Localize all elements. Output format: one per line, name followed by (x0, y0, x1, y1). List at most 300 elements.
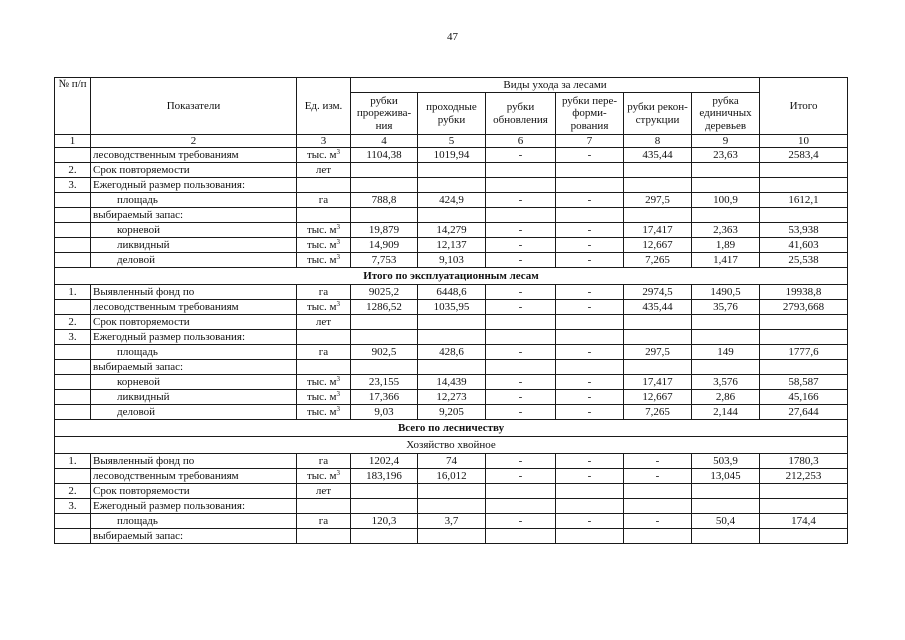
value-cell (556, 360, 624, 375)
value-cell: 2974,5 (624, 285, 692, 300)
table-row (55, 315, 848, 330)
value-cell: 1490,5 (692, 285, 760, 300)
value-cell: 14,909 (351, 238, 418, 253)
unit-superscript: 3 (336, 148, 341, 157)
unit-text: тыс. м (306, 239, 337, 252)
row-indicator: Выявленный фонд по (91, 285, 297, 300)
value-cell (351, 499, 418, 514)
value-cell (692, 315, 760, 330)
value-cell: 100,9 (692, 193, 760, 208)
col-number: 3 (297, 135, 351, 148)
row-number (55, 375, 91, 390)
value-cell: 27,644 (760, 405, 848, 420)
value-cell (418, 315, 486, 330)
unit-text: тыс. м (306, 301, 337, 314)
row-indicator: Выявленный фонд по (91, 454, 297, 469)
table-block-conifer (55, 454, 848, 544)
value-cell (760, 178, 848, 193)
col-number: 6 (486, 135, 556, 148)
value-cell: 14,439 (418, 375, 486, 390)
col-number: 2 (91, 135, 297, 148)
value-cell: - (486, 469, 556, 484)
value-cell (486, 360, 556, 375)
value-cell: - (486, 253, 556, 268)
value-cell: 902,5 (351, 345, 418, 360)
value-cell (692, 499, 760, 514)
row-number: 3. (55, 178, 91, 193)
value-cell (760, 315, 848, 330)
value-cell (556, 163, 624, 178)
row-number: 1. (55, 454, 91, 469)
value-cell: 41,603 (760, 238, 848, 253)
row-unit (297, 469, 351, 484)
value-cell: - (486, 375, 556, 390)
value-cell (556, 315, 624, 330)
row-number: 2. (55, 315, 91, 330)
value-cell: 2,86 (692, 390, 760, 405)
value-cell: 2,363 (692, 223, 760, 238)
table-row (55, 469, 848, 484)
forest-care-table (54, 77, 848, 544)
col-number: 5 (418, 135, 486, 148)
row-indicator: ликвидный (91, 238, 297, 253)
value-cell (351, 330, 418, 345)
row-indicator: Ежегодный размер пользования: (91, 178, 297, 193)
value-cell (418, 208, 486, 223)
row-indicator: выбираемый запас: (91, 360, 297, 375)
row-unit (297, 345, 351, 360)
value-cell: - (556, 375, 624, 390)
row-unit (297, 178, 351, 193)
value-cell (486, 330, 556, 345)
value-cell: - (486, 223, 556, 238)
header-col-passage: проходные рубки (418, 93, 486, 135)
value-cell (624, 208, 692, 223)
row-number: 1. (55, 285, 91, 300)
row-unit (297, 238, 351, 253)
row-indicator: корневой (91, 375, 297, 390)
value-cell: 12,667 (624, 390, 692, 405)
header-col-single-trees: рубка единичных деревьев (692, 93, 760, 135)
table-row (55, 285, 848, 300)
value-cell: 424,9 (418, 193, 486, 208)
value-cell (486, 529, 556, 544)
unit-superscript: 3 (336, 300, 341, 309)
value-cell (692, 360, 760, 375)
unit-text: тыс. м (306, 406, 337, 419)
col-number: 1 (55, 135, 91, 148)
table-row (55, 405, 848, 420)
table-row (55, 178, 848, 193)
value-cell: 297,5 (624, 193, 692, 208)
value-cell (760, 330, 848, 345)
row-number (55, 360, 91, 375)
row-indicator: лесоводственным требованиям (91, 148, 297, 163)
value-cell (418, 499, 486, 514)
value-cell: 50,4 (692, 514, 760, 529)
value-cell: 9,205 (418, 405, 486, 420)
value-cell: - (486, 238, 556, 253)
table-row (55, 193, 848, 208)
row-number (55, 208, 91, 223)
section-total-title: Всего по лесничеству (55, 420, 848, 437)
value-cell (624, 330, 692, 345)
value-cell (624, 484, 692, 499)
header-indicators: Показатели (91, 78, 297, 135)
unit-superscript: 3 (336, 238, 341, 247)
unit-text: лет (315, 164, 332, 177)
value-cell (486, 315, 556, 330)
value-cell (692, 178, 760, 193)
table-row (55, 208, 848, 223)
value-cell: - (486, 345, 556, 360)
value-cell: 297,5 (624, 345, 692, 360)
value-cell: - (556, 390, 624, 405)
row-indicator: Срок повторяемости (91, 484, 297, 499)
value-cell: - (556, 454, 624, 469)
row-number (55, 469, 91, 484)
value-cell: - (624, 514, 692, 529)
value-cell (556, 529, 624, 544)
value-cell: - (556, 300, 624, 315)
header-unit: Ед. изм. (297, 78, 351, 135)
value-cell (418, 484, 486, 499)
row-unit (297, 330, 351, 345)
value-cell: 7,265 (624, 405, 692, 420)
row-indicator: площадь (91, 514, 297, 529)
value-cell (692, 529, 760, 544)
row-unit (297, 253, 351, 268)
unit-text: га (318, 286, 329, 299)
row-number: 3. (55, 330, 91, 345)
value-cell: 6448,6 (418, 285, 486, 300)
value-cell: - (486, 405, 556, 420)
table-row (55, 529, 848, 544)
row-number (55, 223, 91, 238)
row-unit (297, 454, 351, 469)
header-col-reconstruction: рубки рекон-струкции (624, 93, 692, 135)
value-cell (486, 163, 556, 178)
unit-text: лет (315, 485, 332, 498)
row-number (55, 238, 91, 253)
unit-text: га (318, 515, 329, 528)
row-number (55, 345, 91, 360)
row-number: 3. (55, 499, 91, 514)
row-number (55, 514, 91, 529)
value-cell: 1612,1 (760, 193, 848, 208)
row-number (55, 300, 91, 315)
row-unit (297, 285, 351, 300)
row-unit (297, 484, 351, 499)
table-row (55, 375, 848, 390)
unit-text: тыс. м (306, 376, 337, 389)
table-row (55, 360, 848, 375)
value-cell: 12,273 (418, 390, 486, 405)
row-indicator: Срок повторяемости (91, 315, 297, 330)
header-col-thinning: рубки прорежива-ния (351, 93, 418, 135)
unit-text: тыс. м (306, 470, 337, 483)
row-unit (297, 300, 351, 315)
table-row (55, 454, 848, 469)
value-cell: 17,417 (624, 375, 692, 390)
value-cell: - (486, 390, 556, 405)
row-unit (297, 529, 351, 544)
section-total (55, 420, 848, 454)
value-cell: 12,137 (418, 238, 486, 253)
row-unit (297, 375, 351, 390)
value-cell: - (556, 148, 624, 163)
section-exploit (55, 268, 848, 285)
value-cell (351, 208, 418, 223)
row-unit (297, 223, 351, 238)
row-indicator: выбираемый запас: (91, 529, 297, 544)
row-indicator: деловой (91, 253, 297, 268)
header-col-reformation: рубки пере-форми-рования (556, 93, 624, 135)
value-cell (351, 163, 418, 178)
unit-superscript: 3 (336, 405, 341, 414)
row-number (55, 529, 91, 544)
value-cell: 19938,8 (760, 285, 848, 300)
row-indicator: площадь (91, 193, 297, 208)
row-unit (297, 390, 351, 405)
table-row (55, 253, 848, 268)
value-cell: - (556, 253, 624, 268)
row-indicator: площадь (91, 345, 297, 360)
section-row (55, 437, 848, 454)
value-cell (351, 315, 418, 330)
row-number (55, 253, 91, 268)
unit-text: га (318, 346, 329, 359)
row-unit (297, 208, 351, 223)
value-cell (692, 484, 760, 499)
value-cell: 25,538 (760, 253, 848, 268)
value-cell: 17,366 (351, 390, 418, 405)
row-indicator: лесоводственным требованиям (91, 469, 297, 484)
row-unit (297, 193, 351, 208)
table-row (55, 148, 848, 163)
value-cell (556, 330, 624, 345)
unit-text: тыс. м (306, 254, 337, 267)
value-cell: - (486, 285, 556, 300)
table-row (55, 163, 848, 178)
value-cell: 9,103 (418, 253, 486, 268)
value-cell: 1202,4 (351, 454, 418, 469)
table-row (55, 300, 848, 315)
value-cell: - (556, 285, 624, 300)
page-number: 47 (447, 31, 458, 43)
value-cell: - (486, 148, 556, 163)
value-cell (624, 178, 692, 193)
value-cell: 435,44 (624, 300, 692, 315)
table-row (55, 223, 848, 238)
unit-superscript: 3 (336, 469, 341, 478)
unit-superscript: 3 (336, 253, 341, 262)
row-unit (297, 163, 351, 178)
value-cell: 120,3 (351, 514, 418, 529)
row-indicator: ликвидный (91, 390, 297, 405)
row-number (55, 148, 91, 163)
table-row (55, 345, 848, 360)
value-cell (692, 330, 760, 345)
value-cell (486, 178, 556, 193)
table-row (55, 330, 848, 345)
unit-text: тыс. м (306, 149, 337, 162)
row-number (55, 390, 91, 405)
value-cell (692, 163, 760, 178)
row-indicator: деловой (91, 405, 297, 420)
row-indicator: Ежегодный размер пользования: (91, 499, 297, 514)
value-cell (486, 484, 556, 499)
unit-superscript: 3 (336, 375, 341, 384)
value-cell: 149 (692, 345, 760, 360)
row-unit (297, 315, 351, 330)
value-cell: 1780,3 (760, 454, 848, 469)
value-cell (760, 360, 848, 375)
table-row (55, 390, 848, 405)
value-cell: 9025,2 (351, 285, 418, 300)
col-number: 10 (760, 135, 848, 148)
value-cell: 16,012 (418, 469, 486, 484)
unit-text: тыс. м (306, 391, 337, 404)
value-cell: - (486, 193, 556, 208)
value-cell: - (556, 223, 624, 238)
value-cell (624, 163, 692, 178)
row-indicator: корневой (91, 223, 297, 238)
value-cell (351, 529, 418, 544)
value-cell: 2583,4 (760, 148, 848, 163)
value-cell: 435,44 (624, 148, 692, 163)
value-cell: 1,417 (692, 253, 760, 268)
value-cell (556, 178, 624, 193)
col-number: 9 (692, 135, 760, 148)
value-cell: 7,265 (624, 253, 692, 268)
table-row (55, 238, 848, 253)
table-row (55, 514, 848, 529)
value-cell (486, 208, 556, 223)
row-unit (297, 499, 351, 514)
row-unit (297, 360, 351, 375)
value-cell (486, 499, 556, 514)
value-cell (556, 484, 624, 499)
row-indicator: Ежегодный размер пользования: (91, 330, 297, 345)
value-cell: 7,753 (351, 253, 418, 268)
value-cell: 35,76 (692, 300, 760, 315)
value-cell: - (624, 454, 692, 469)
value-cell (760, 484, 848, 499)
value-cell: 503,9 (692, 454, 760, 469)
value-cell (760, 499, 848, 514)
section-conifer-title: Хозяйство хвойное (55, 437, 848, 454)
value-cell: 1104,38 (351, 148, 418, 163)
value-cell: 3,7 (418, 514, 486, 529)
value-cell (624, 360, 692, 375)
value-cell: 19,879 (351, 223, 418, 238)
value-cell: - (556, 238, 624, 253)
value-cell: 2,144 (692, 405, 760, 420)
value-cell: - (556, 193, 624, 208)
row-number: 2. (55, 163, 91, 178)
value-cell (624, 499, 692, 514)
value-cell (351, 484, 418, 499)
row-unit (297, 514, 351, 529)
value-cell: 428,6 (418, 345, 486, 360)
value-cell (624, 315, 692, 330)
row-number (55, 405, 91, 420)
header-row-numbers (55, 135, 848, 148)
value-cell: - (486, 514, 556, 529)
value-cell: 1,89 (692, 238, 760, 253)
value-cell: 12,667 (624, 238, 692, 253)
value-cell: 14,279 (418, 223, 486, 238)
section-row (55, 268, 848, 285)
value-cell: 2793,668 (760, 300, 848, 315)
value-cell (556, 499, 624, 514)
value-cell (418, 529, 486, 544)
value-cell (418, 360, 486, 375)
row-number (55, 193, 91, 208)
value-cell (760, 208, 848, 223)
unit-superscript: 3 (336, 223, 341, 232)
value-cell: 23,63 (692, 148, 760, 163)
value-cell: - (556, 469, 624, 484)
value-cell: 788,8 (351, 193, 418, 208)
row-unit (297, 148, 351, 163)
unit-text: тыс. м (306, 224, 337, 237)
row-indicator: лесоводственным требованиям (91, 300, 297, 315)
value-cell: 45,166 (760, 390, 848, 405)
value-cell: - (486, 300, 556, 315)
value-cell (624, 529, 692, 544)
value-cell (351, 360, 418, 375)
value-cell (418, 330, 486, 345)
table-block-protective (55, 148, 848, 268)
value-cell (760, 529, 848, 544)
value-cell: 183,196 (351, 469, 418, 484)
value-cell: 3,576 (692, 375, 760, 390)
value-cell: 212,253 (760, 469, 848, 484)
value-cell: 9,03 (351, 405, 418, 420)
header-col-renewal: рубки обновления (486, 93, 556, 135)
unit-text: га (318, 455, 329, 468)
table-row (55, 499, 848, 514)
value-cell: 1286,52 (351, 300, 418, 315)
value-cell: 1777,6 (760, 345, 848, 360)
table-row (55, 484, 848, 499)
value-cell (351, 178, 418, 193)
row-indicator: Срок повторяемости (91, 163, 297, 178)
col-number: 4 (351, 135, 418, 148)
value-cell: - (556, 514, 624, 529)
value-cell: 53,938 (760, 223, 848, 238)
row-unit (297, 405, 351, 420)
value-cell (556, 208, 624, 223)
value-cell (760, 163, 848, 178)
value-cell: - (556, 345, 624, 360)
header-care-types: Виды ухода за лесами (351, 78, 760, 93)
row-indicator: выбираемый запас: (91, 208, 297, 223)
value-cell: 17,417 (624, 223, 692, 238)
unit-text: лет (315, 316, 332, 329)
unit-superscript: 3 (336, 390, 341, 399)
value-cell: - (486, 454, 556, 469)
value-cell: 58,587 (760, 375, 848, 390)
col-number: 7 (556, 135, 624, 148)
value-cell: 13,045 (692, 469, 760, 484)
section-row (55, 420, 848, 437)
value-cell: 174,4 (760, 514, 848, 529)
col-number: 8 (624, 135, 692, 148)
value-cell (692, 208, 760, 223)
